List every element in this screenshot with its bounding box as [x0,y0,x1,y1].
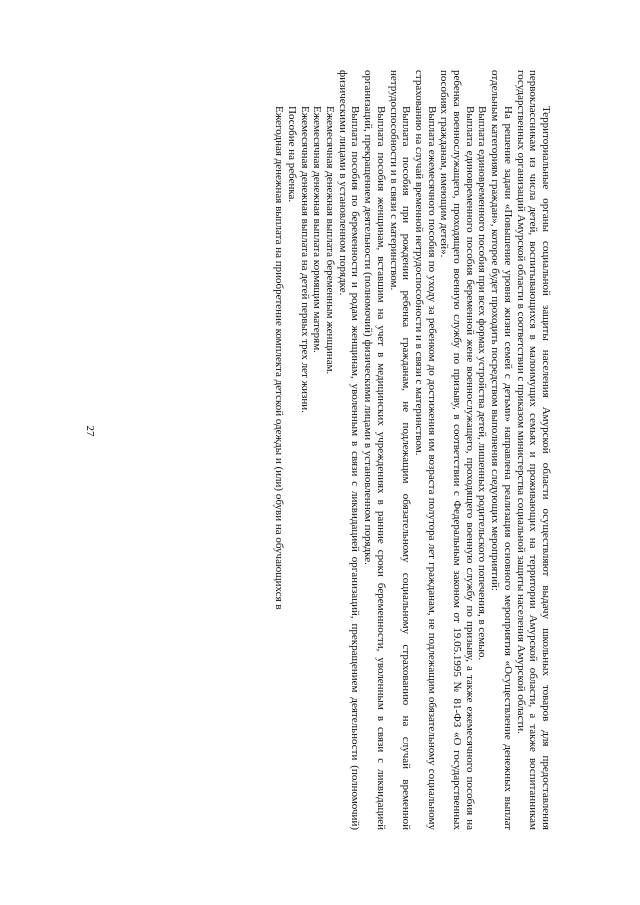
paragraph-early-pregnancy-allowance: Выплата пособия женщинам, вставшим на учет в медицинских учреждениях в ранние сроки беременности, уволенным в связи с ликвидацией организаций, прекращением деятельности (полномочий) физическими лицами в установленном порядке. [362,70,387,830]
paragraph-pregnant-payment: Ежемесячная денежная выплата беременным женщинам. [324,106,337,375]
paragraph-maternity-allowance: Выплата пособия по беременности и родам женщинам, уволенным в связи с ликвидацией организаций, прекращением деятельности (полномочий) физическими лицами в установленном порядке. [336,70,362,830]
paragraph-main-measure: На решение задачи «Повышение уровня жизни семей с детьми» направлена реализация основного мероприятия «Осуществление денежных выплат отдельным категориям граждан», которое будет проходить посредством выполнения следующих мероприятий: [489,70,514,830]
page-number: 27 [84,425,96,437]
paragraph-military-wife-allowance: Выплата единовременного пособия беременной жене военнослужащего, проходящего военную службу по призыву, а также ежемесячного пособия на ребенка военнослужащего, проходящего военную службу по призыву, в соответствии с Федеральным законом от 19.05.1995 № 81-ФЗ «О государственных пособиях гражданам, имеющим детей». [438,70,476,830]
paragraph-birth-allowance: Выплата пособия при рождении ребенка гражданам, не подлежащим обязательному социальному страхованию на случай временной нетрудоспособности и в связи с материнством. [387,70,413,830]
paragraph-nursing-payment: Ежемесячная денежная выплата кормящим матерям. [311,106,324,353]
paragraph-clothing-payment: Ежегодная денежная выплата на приобретение комплекта детской одежды и (или) обуви на обучающихся в [273,106,286,610]
paragraph-infant-payment: Ежемесячная денежная выплата на детей первых трех лет жизни. [298,106,311,413]
paragraph-child-allowance: Пособие на ребенка. [285,106,298,203]
paragraph-lump-sum-custody: Выплата единовременного пособия при всех формах устройства детей, лишенных родительского попечения, в семью. [476,106,489,661]
document-body [273,70,552,830]
paragraph-childcare-allowance: Выплата ежемесячного пособия по уходу за ребенком до достижения им возраста полутора лет гражданам, не подлежащим обязательному социальному страхованию на случай временной нетрудоспособности и в связи с материнством. [412,70,438,830]
paragraph-school-goods: Территориальные органы социальной защиты населения Амурской области осуществляют выдачу школьных товаров для предоставления первоклассникам из числа детей, воспитывающихся в малоимущих семьях и проживающих на территории Амурской области, а также воспитанникам государственных организаций Амурской области в соответствии с приказом министерства социальной защиты населения Амурской области. [514,70,552,830]
